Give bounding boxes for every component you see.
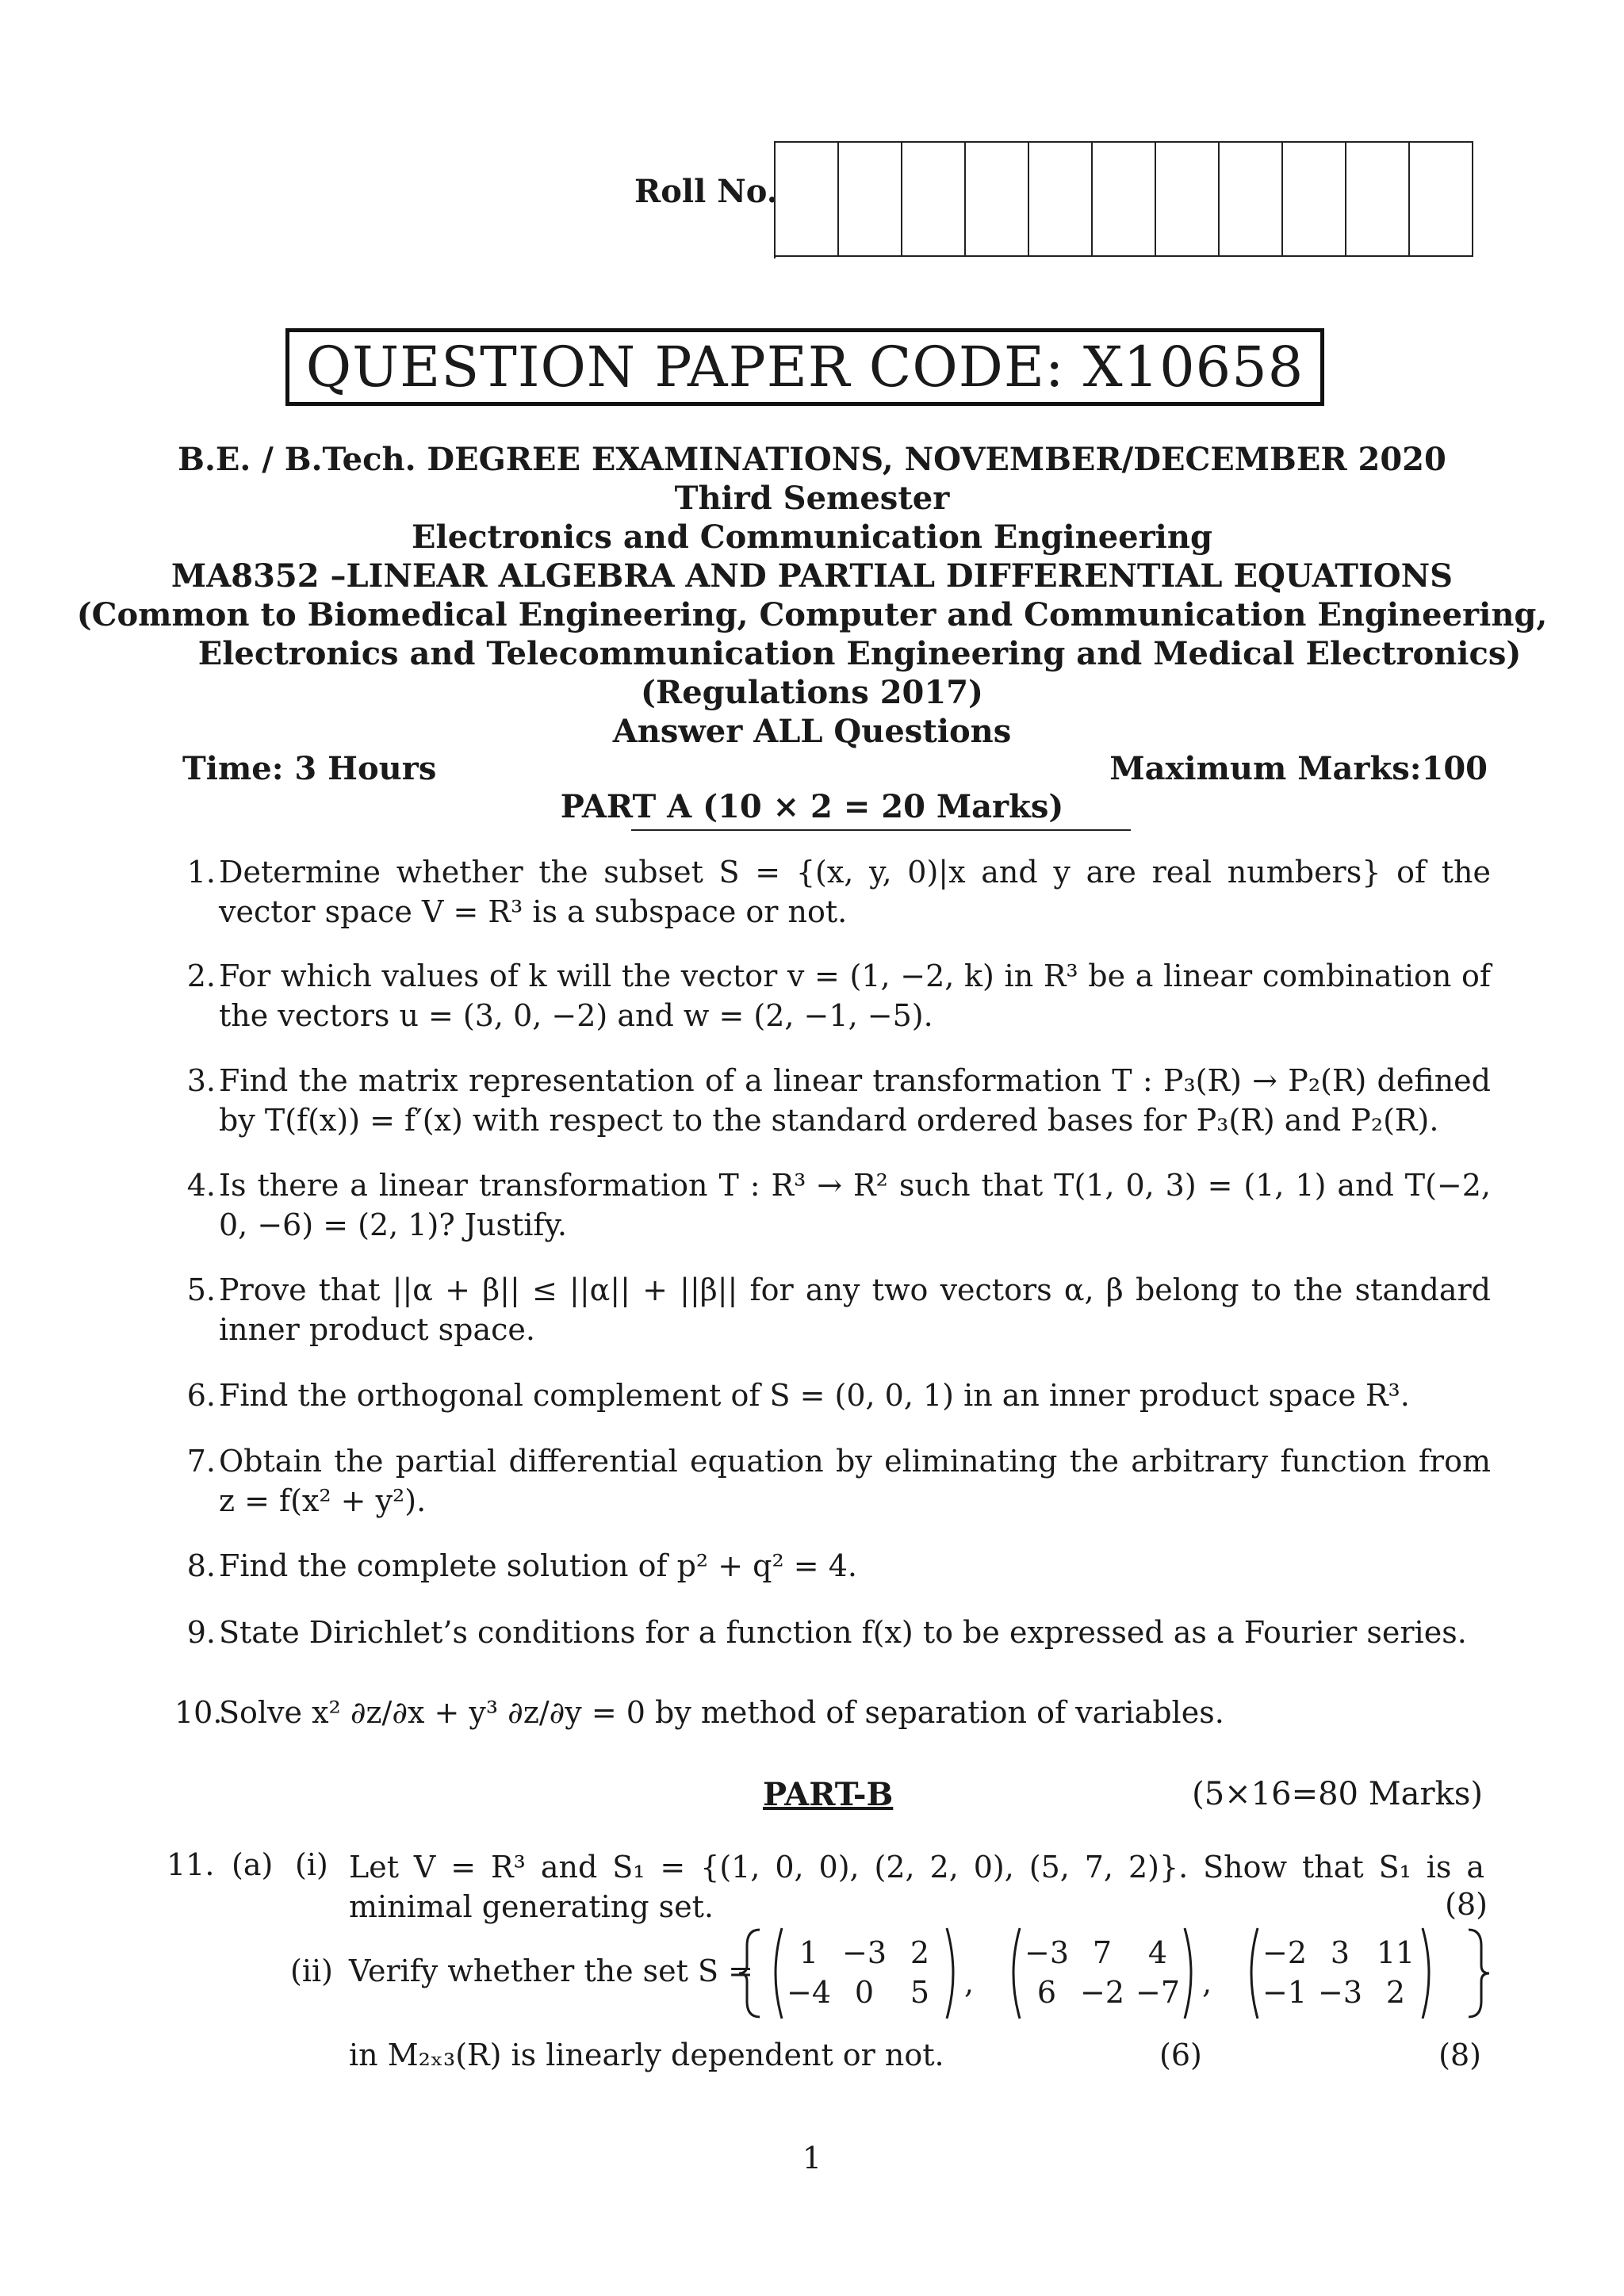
matrix-right-paren xyxy=(1185,1928,1191,2019)
question-11a-ii-text: Verify whether the set S = xyxy=(349,1954,753,1988)
matrix-left-paren xyxy=(776,1928,782,2019)
question-11-number: 11. xyxy=(167,1847,215,1882)
question-11a-label: (a) xyxy=(232,1847,274,1882)
roll-number-label: Roll No. xyxy=(634,173,778,210)
roll-number-cell xyxy=(1410,141,1473,257)
matrix-entry: 0 xyxy=(854,1975,875,2010)
question-11a-ii-marks: (8) xyxy=(1438,2038,1481,2072)
matrix-entry: −3 xyxy=(1317,1975,1363,2010)
roll-number-cell xyxy=(1346,141,1410,257)
semester: Third Semester xyxy=(674,480,950,517)
question-7: 7. Obtain the partial differential equation by eliminating the arbitrary function from z = f(x² + y²). xyxy=(186,1444,1491,1518)
matrix-separator: , xyxy=(1201,1965,1212,2000)
part-a-heading: PART A (10 × 2 = 20 Marks) xyxy=(560,788,1064,825)
matrix-entry: 3 xyxy=(1330,1935,1350,1970)
question-11a-i-label: (i) xyxy=(295,1847,328,1882)
instructions: Answer ALL Questions xyxy=(612,713,1012,750)
matrix-entry: −3 xyxy=(1024,1935,1070,1970)
matrix-entry: −4 xyxy=(786,1975,832,2010)
matrix-set xyxy=(737,1922,1491,2025)
matrix-entry: 6 xyxy=(1036,1975,1057,2010)
question-8: 8. Find the complete solution of p² + q² = 4. xyxy=(186,1548,857,1583)
set-open-brace xyxy=(739,1930,760,2017)
roll-number-cell xyxy=(1029,141,1093,257)
question-11a-i-marks: (8) xyxy=(1445,1887,1488,1922)
matrix-right-paren xyxy=(947,1928,953,2019)
question-paper-code: QUESTION PAPER CODE: X10658 xyxy=(285,328,1324,406)
question-10: 10. Solve x² ∂z/∂x + y³ ∂z/∂y = 0 by method of separation of variables. xyxy=(174,1695,1224,1730)
common-to-line2: Electronics and Telecommunication Engineering and Medical Electronics) xyxy=(197,635,1522,672)
part-b-marks: (5×16=80 Marks) xyxy=(1192,1776,1483,1812)
matrix-entry: −1 xyxy=(1262,1975,1308,2010)
matrix-entry: 2 xyxy=(910,1935,930,1970)
course-title: MA8352 –LINEAR ALGEBRA AND PARTIAL DIFFERENTIAL EQUATIONS xyxy=(170,557,1454,595)
roll-number-cell xyxy=(902,141,966,257)
matrix-separator: , xyxy=(963,1965,975,2000)
matrix-entry: −3 xyxy=(841,1935,887,1970)
roll-number-cell xyxy=(839,141,902,257)
maximum-marks: Maximum Marks:100 xyxy=(1109,750,1488,787)
matrix-right-paren xyxy=(1423,1928,1429,2019)
matrix-entry: 7 xyxy=(1092,1935,1113,1970)
exam-duration: Time: 3 Hours xyxy=(182,750,437,787)
part-a-underline xyxy=(631,829,1131,831)
roll-number-grid xyxy=(774,141,1473,258)
matrix-entry: 11 xyxy=(1376,1935,1415,1970)
matrix-entry: 5 xyxy=(910,1975,930,2010)
question-1: 1. Determine whether the subset S = {(x, y, 0)|x and y are real numbers} of the vector space V = R³ is a subspace or not. xyxy=(186,855,1491,929)
question-11a-i-text: Let V = R³ and S₁ = {(1, 0, 0), (2, 2, 0), (5, 7, 2)}. Show that S₁ is a minimal generating set. xyxy=(349,1850,1484,1924)
page-number: 1 xyxy=(802,2141,822,2175)
matrix-left-paren xyxy=(1251,1928,1258,2019)
question-6: 6. Find the orthogonal complement of S = (0, 0, 1) in an inner product space R³. xyxy=(186,1378,1410,1413)
matrix-entry: 2 xyxy=(1385,1975,1406,2010)
question-9: 9. State Dirichlet’s conditions for a function f(x) to be expressed as a Fourier series. xyxy=(186,1615,1467,1650)
roll-number-cell xyxy=(1283,141,1346,257)
matrix-entry: 1 xyxy=(799,1935,819,1970)
matrix-entry: −2 xyxy=(1079,1975,1125,2010)
exam-title: B.E. / B.Tech. DEGREE EXAMINATIONS, NOVEMBER/DECEMBER 2020 xyxy=(178,441,1446,478)
question-11a-ii-label: (ii) xyxy=(290,1954,333,1988)
question-4: 4. Is there a linear transformation T : R³ → R² such that T(1, 0, 3) = (1, 1) and T(−2, 0, −6) = (2, 1)? Justify. xyxy=(186,1168,1491,1242)
question-3: 3. Find the matrix representation of a linear transformation T : P₃(R) → P₂(R) defined by T(f(x)) = f′(x) with respect to the standard ordered bases for P₃(R) and P₂(R). xyxy=(186,1063,1491,1138)
roll-number-cell xyxy=(1220,141,1283,257)
question-5: 5. Prove that ||α + β|| ≤ ||α|| + ||β|| for any two vectors α, β belong to the standard inner product space. xyxy=(186,1272,1491,1347)
matrix-left-paren xyxy=(1013,1928,1020,2019)
matrix-entry: −2 xyxy=(1262,1935,1308,1970)
set-close-brace xyxy=(1469,1930,1489,2017)
part-b-heading: PART-B xyxy=(763,1776,894,1813)
question-11a-ii-marks-inner: (6) xyxy=(1159,2038,1202,2072)
roll-number-cell xyxy=(966,141,1029,257)
question-11a-ii-text-line2: in M₂ₓ₃(R) is linearly dependent or not. xyxy=(349,2038,944,2072)
matrix-entry: 4 xyxy=(1147,1935,1168,1970)
roll-number-cell xyxy=(1093,141,1156,257)
matrix-entry: −7 xyxy=(1135,1975,1181,2010)
department: Electronics and Communication Engineering xyxy=(412,519,1212,556)
roll-number-cell xyxy=(1156,141,1220,257)
common-to-line1: (Common to Biomedical Engineering, Computer and Communication Engineering, xyxy=(76,596,1548,633)
regulations: (Regulations 2017) xyxy=(641,674,983,711)
question-2: 2. For which values of k will the vector v = (1, −2, k) in R³ be a linear combination of the vectors u = (3, 0, −2) and w = (2, −1, −5). xyxy=(186,959,1491,1033)
roll-number-cell xyxy=(776,141,839,257)
